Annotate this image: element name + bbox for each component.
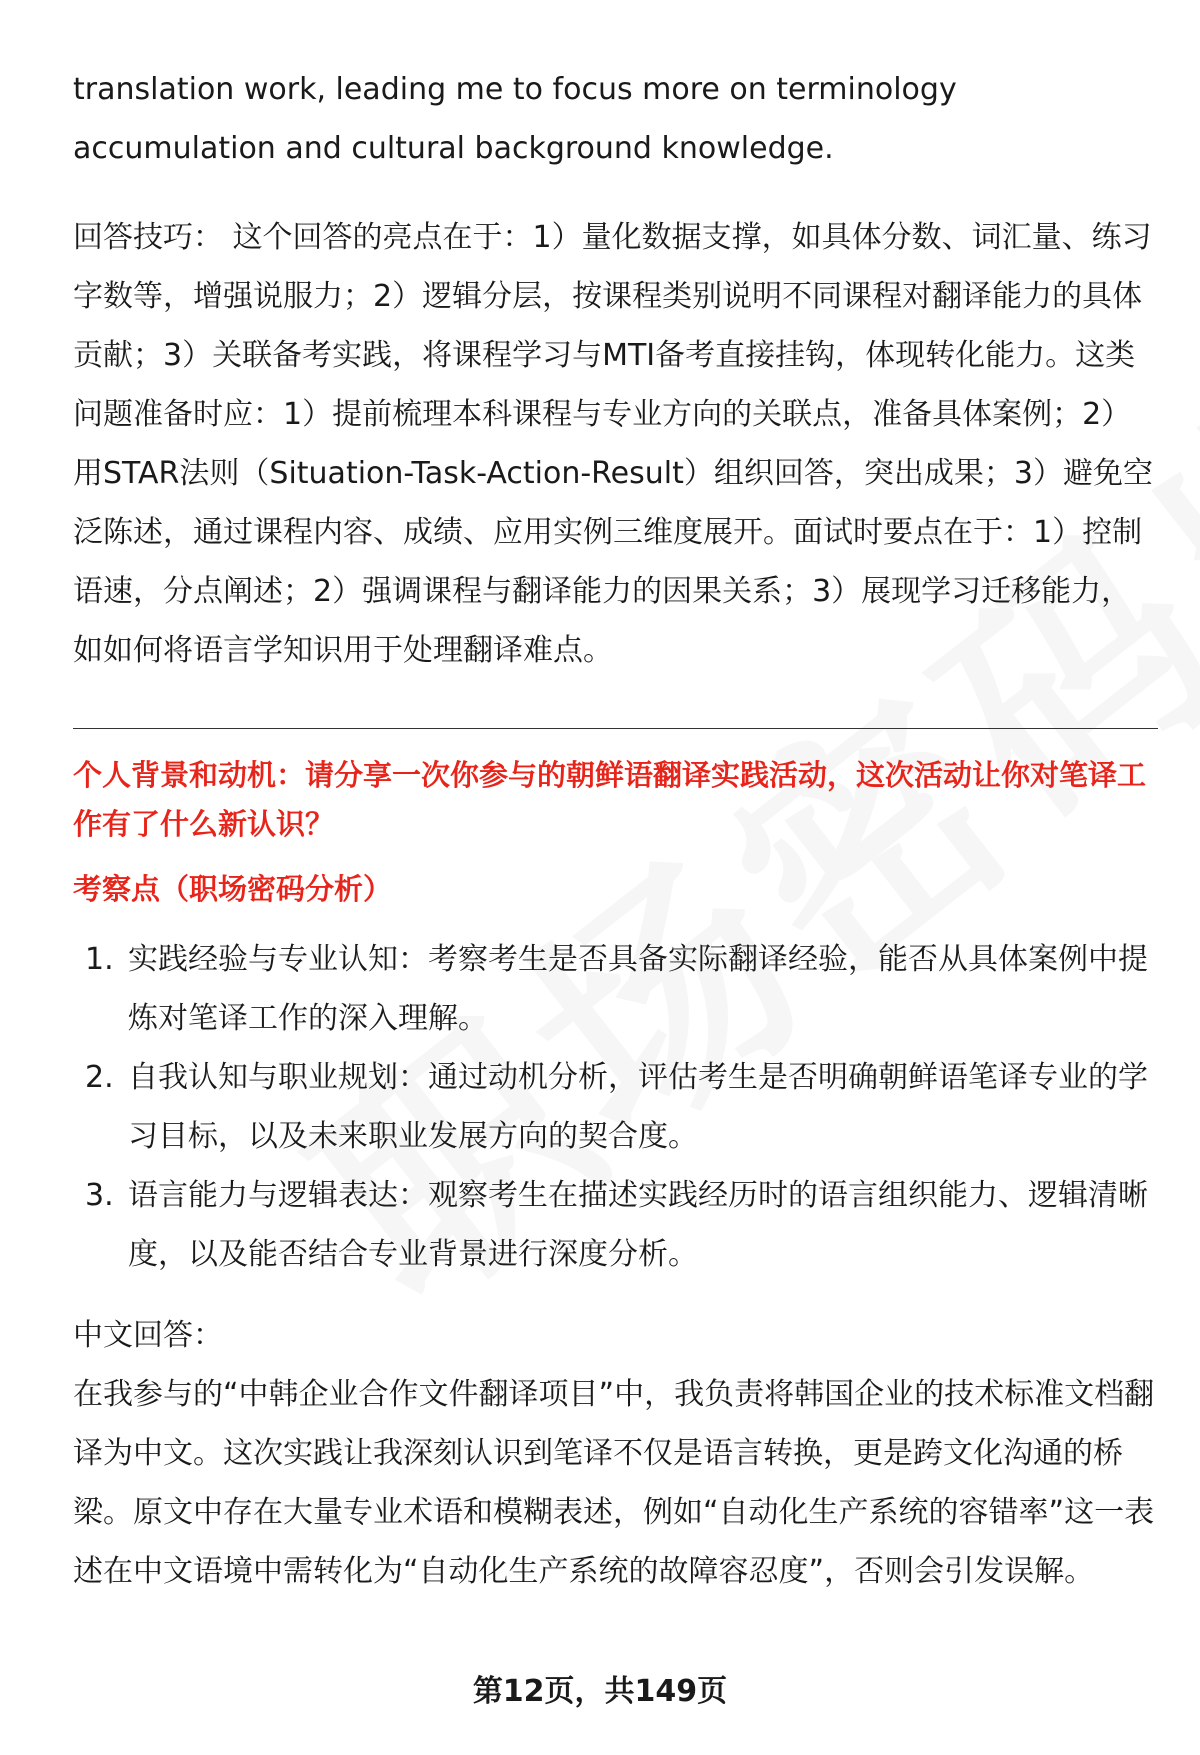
page-number-footer: 第12页，共149页 [472, 1674, 728, 1709]
list-item [73, 930, 1158, 1048]
answer-tips-paragraph: 回答技巧： 这个回答的亮点在于：1）量化数据支撑，如具体分数、词汇量、练习字数等，增强说服力；2）逻辑分层，按课程类别说明不同课程对翻译能力的具体贡献；3）关联备考实践，将课程学习与MTI备考直接挂钩，体现转化能力。这类问题准备时应：1）提前梳理本科课程与专业方向的关联点，准备具体案例；2）用STAR法则（Situation-Task-Action-Result）组织回答，突出成果；3）避免空泛陈述，通过课程内容、成绩、应用实例三维度展开。面试时要点在于：1）控制语速，分点阐述；2）强调课程与翻译能力的因果关系；3）展现学习迁移能力，如如何将语言学知识用于处理翻译难点。 [73, 220, 1153, 668]
list-item-text: 实践经验与专业认知：考察考生是否具备实际翻译经验，能否从具体案例中提炼对笔译工作的深入理解。 [128, 942, 1148, 1036]
list-item-number: 1. [85, 942, 114, 977]
list-item [73, 1166, 1158, 1284]
list-item-number: 2. [85, 1060, 114, 1095]
answer-label: 中文回答： [73, 1318, 223, 1353]
list-item [73, 1048, 1158, 1166]
assessment-points-list [73, 930, 1158, 1284]
intro-paragraph: translation work, leading me to focus more on terminology accumulation and cultural background knowledge. [73, 72, 957, 166]
list-item-text: 语言能力与逻辑表达：观察考生在描述实践经历时的语言组织能力、逻辑清晰度，以及能否结合专业背景进行深度分析。 [128, 1178, 1148, 1272]
list-item-text: 自我认知与职业规划：通过动机分析，评估考生是否明确朝鲜语笔译专业的学习目标，以及未来职业发展方向的契合度。 [128, 1060, 1148, 1154]
section-divider [73, 728, 1158, 729]
assessment-points-heading: 考察点（职场密码分析） [73, 872, 393, 906]
answer-text: 在我参与的“中韩企业合作文件翻译项目”中，我负责将韩国企业的技术标准文档翻译为中文。这次实践让我深刻认识到笔译不仅是语言转换，更是跨文化沟通的桥梁。原文中存在大量专业术语和模糊表述，例如“自动化生产系统的容错率”这一表述在中文语境中需转化为“自动化生产系统的故障容忍度”，否则会引发误解。 [73, 1377, 1155, 1589]
document-page [73, 60, 1158, 1601]
list-item-number: 3. [85, 1178, 114, 1213]
question-heading: 个人背景和动机：请分享一次你参与的朝鲜语翻译实践活动，这次活动让你对笔译工作有了什么新认识？ [73, 758, 1147, 841]
